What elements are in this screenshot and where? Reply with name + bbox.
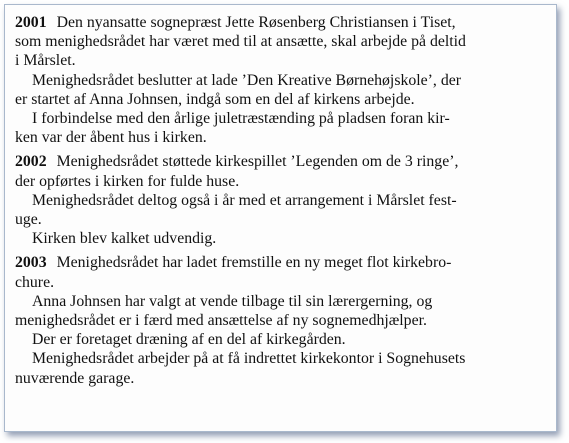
chronicle-text <box>15 13 555 388</box>
paragraph: Der er foretaget dræning af en del af kirkegården. <box>32 331 346 349</box>
year-heading: 2003 <box>15 254 47 272</box>
paragraph: 2002 Menighedsrådet støttede kirkespillet ’Legenden om de 3 ringe’, der opførtes i kirken for fulde huse. <box>15 153 459 190</box>
paragraph: Menighedsrådet arbejder på at få indrettet kirkekontor i Sognehusets <box>32 350 466 368</box>
paragraph: ken var der åbent hus i kirken. <box>15 129 207 147</box>
paragraph: menighedsrådet er i færd med ansættelse af ny sognemedhjælper. <box>15 312 427 330</box>
year-heading: 2002 <box>15 153 47 171</box>
paragraph: er startet af Anna Johnsen, indgå som en del af kirkens arbejde. <box>15 90 415 108</box>
year-heading: 2001 <box>15 14 47 31</box>
paragraph: uge. <box>15 211 42 229</box>
paragraph: nuværende garage. <box>15 369 135 387</box>
paragraph: 2001 Den nyansatte sognepræst Jette Røsenberg Christiansen i Tiset, som menighedsrådet har været med til at ansætte, skal arbejde på deltid i Mårslet. <box>15 14 466 70</box>
paragraph: Kirken blev kalket udvendig. <box>32 230 217 248</box>
paragraph: Menighedsrådet deltog også i år med et arrangement i Mårslet fest- <box>32 191 457 209</box>
year-section-2002 <box>15 152 555 248</box>
paragraph: Menighedsrådet beslutter at lade ’Den Kreative Børnehøjskole’, der <box>32 71 461 89</box>
document-frame <box>4 4 557 432</box>
year-section-2001 <box>15 13 555 147</box>
year-section-2003 <box>15 253 555 387</box>
paragraph: Anna Johnsen har valgt at vende tilbage til sin lærergerning, og <box>32 292 433 310</box>
paragraph: 2003 Menighedsrådet har ladet fremstille en ny meget flot kirkebro- chure. <box>15 254 452 291</box>
paragraph: I forbindelse med den årlige juletræstænding på pladsen foran kir- <box>32 110 450 128</box>
